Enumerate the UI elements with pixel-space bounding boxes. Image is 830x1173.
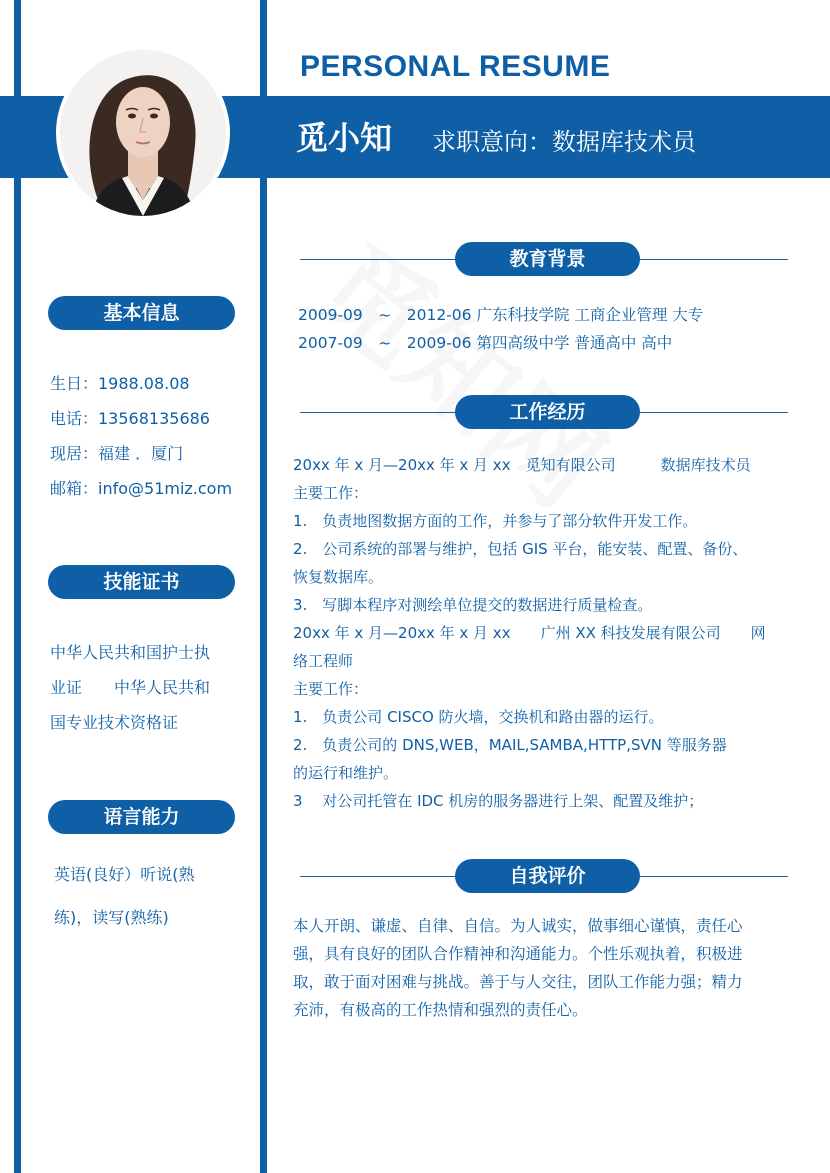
work-line: 的运行和维护。: [293, 764, 399, 782]
middle-vertical-bar: [260, 0, 267, 1173]
self-eval-heading: 自我评价: [455, 859, 640, 893]
resume-title: PERSONAL RESUME: [300, 50, 611, 83]
candidate-name: 觅小知: [296, 119, 393, 157]
work-line: 2. 公司系统的部署与维护，包括 GIS 平台，能安装、配置、备份、: [293, 540, 748, 558]
work-line: 1. 负责地图数据方面的工作，并参与了部分软件开发工作。: [293, 512, 698, 530]
self-eval-line: 取，敢于面对困难与挑战。善于与人交往，团队工作能力强；精力: [293, 973, 743, 991]
residence-text: 现居：福建 ．厦门: [50, 444, 184, 463]
skills-line: 国专业技术资格证: [50, 713, 179, 732]
education-entry: 2007-09 ~ 2009-06 第四高级中学 普通高中 高中: [298, 334, 673, 352]
self-eval-line: 本人开朗、谦虚、自律、自信。为人诚实，做事细心谨慎，责任心: [293, 917, 743, 935]
basic-info-heading: 基本信息: [48, 296, 235, 330]
job-intent: 求职意向：数据库技术员: [432, 128, 696, 156]
work-line: 主要工作：: [293, 484, 369, 502]
work-line: 20xx 年 x 月—20xx 年 x 月 xx 觅知有限公司 数据库技术员: [293, 456, 751, 474]
work-line: 3 对公司托管在 IDC 机房的服务器进行上架、配置及维护；: [293, 792, 704, 810]
work-line: 络工程师: [293, 652, 354, 670]
work-line: 恢复数据库。: [293, 568, 384, 586]
avatar: [60, 50, 226, 216]
languages-heading: 语言能力: [48, 800, 235, 834]
birthday-text: 生日：1988.08.08: [50, 374, 190, 393]
self-eval-line: 强，具有良好的团队合作精神和沟通能力。个性乐观执着，积极进: [293, 945, 743, 963]
education-heading: 教育背景: [455, 242, 640, 276]
languages-line: 练)，读写(熟练): [54, 908, 169, 927]
skills-line: 业证 中华人民共和: [50, 678, 211, 697]
skills-heading: 技能证书: [48, 565, 235, 599]
portrait-image: [60, 50, 226, 216]
self-eval-line: 充沛，有极高的工作热情和强烈的责任心。: [293, 1001, 588, 1019]
work-heading: 工作经历: [455, 395, 640, 429]
education-entry: 2009-09 ~ 2012-06 广东科技学院 工商企业管理 大专: [298, 306, 704, 324]
skills-line: 中华人民共和国护士执: [50, 643, 211, 662]
work-line: 主要工作：: [293, 680, 369, 698]
email-text: 邮箱：info@51miz.com: [50, 479, 233, 498]
work-line: 20xx 年 x 月—20xx 年 x 月 xx 广州 XX 科技发展有限公司 网: [293, 624, 766, 642]
work-line: 1. 负责公司 CISCO 防火墙，交换机和路由器的运行。: [293, 708, 664, 726]
work-line: 3. 写脚本程序对测绘单位提交的数据进行质量检查。: [293, 596, 653, 614]
phone-text: 电话：13568135686: [50, 409, 210, 428]
work-line: 2. 负责公司的 DNS,WEB，MAIL,SAMBA,HTTP,SVN 等服务器: [293, 736, 727, 754]
languages-line: 英语(良好）听说(熟: [54, 865, 195, 884]
